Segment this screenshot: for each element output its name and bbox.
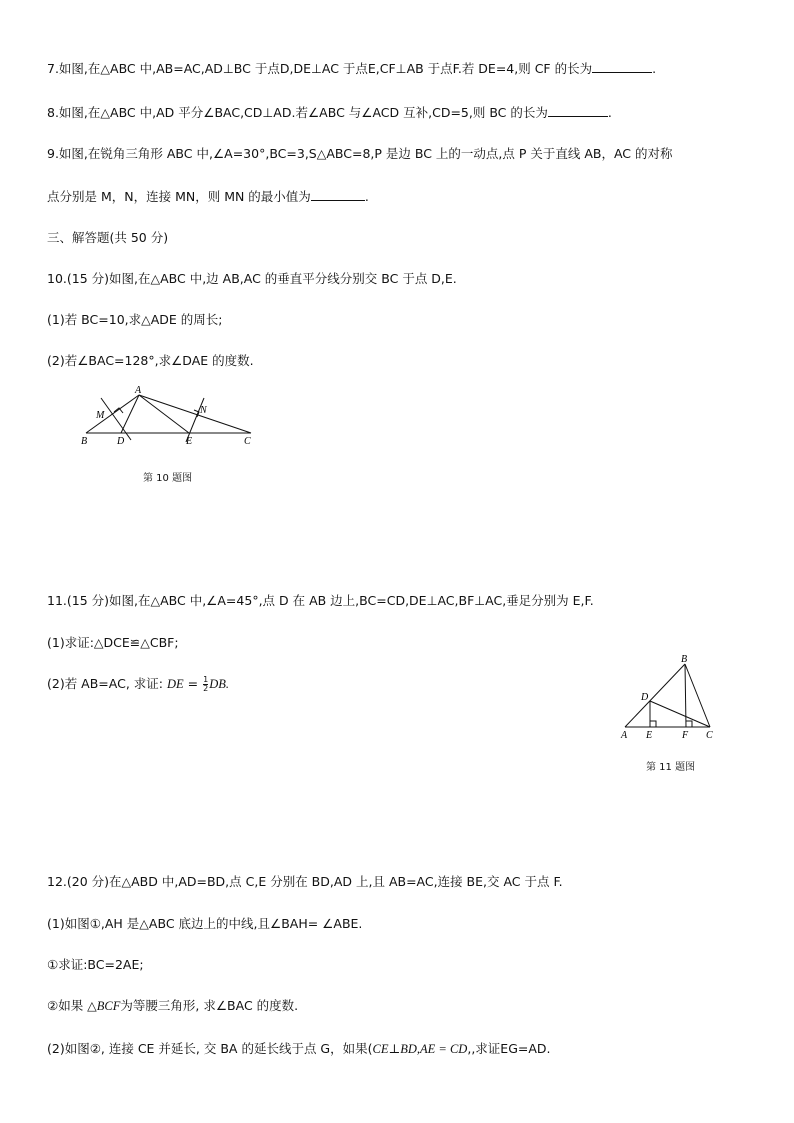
right-angle-mark-f (686, 721, 692, 727)
section-heading: 三、解答题(共 50 分) (47, 230, 169, 245)
label-e: E (186, 436, 193, 447)
answer-blank[interactable] (592, 60, 652, 73)
question-7-text: 7.如图,在△ABC 中,AB=AC,AD⊥BC 于点D,DE⊥AC 于点E,CF⊥AB 于点F.若 DE=4,则 CF 的长为 (47, 61, 593, 76)
question-12-stem: 12.(20 分)在△ABD 中,AD=BD,点 C,E 分别在 BD,AD 上,且 AB=AC,连接 BE,交 AC 于点 F. (47, 874, 563, 889)
fraction-one-half: $\frac{1}{2}$ (203, 675, 209, 693)
question-9-line-2: 点分别是 M，N，连接 MN，则 MN 的最小值为 . (47, 189, 369, 204)
figure-10 (76, 380, 266, 450)
question-11-stem: 11.(15 分)如图,在△ABC 中,∠A=45°,点 D 在 AB 边上,BC=CD,DE⊥AC,BF⊥AC,垂足分别为 E,F. (47, 593, 594, 608)
label-n: N (200, 405, 207, 416)
answer-blank[interactable] (548, 104, 608, 117)
label-b: B (81, 436, 88, 447)
question-12-part-2: (2)如图②, 连接 CE 并延长, 交 BA 的延长线于点 G，如果(CE⊥BD,AE = CD,,求证EG=AD. (47, 1041, 551, 1056)
question-10-part-1: (1)若 BC=10,求△ADE 的周长; (47, 312, 223, 327)
label-a: A (621, 730, 628, 741)
figure-11 (616, 650, 722, 742)
label-e: E (646, 730, 653, 741)
question-7: 7.如图,在△ABC 中,AB=AC,AD⊥BC 于点D,DE⊥AC 于点E,CF⊥AB 于点F.若 DE=4,则 CF 的长为 . (47, 61, 657, 76)
label-d: D (641, 692, 649, 703)
question-9-line-1: 9.如图,在锐角三角形 ABC 中,∠A=30°,BC=3,S△ABC=8,P 是边 BC 上的一动点,点 P 关于直线 AB，AC 的对称 (47, 146, 673, 161)
question-12-part-1: (1)如图①,AH 是△ABC 底边上的中线,且∠BAH= ∠ABE. (47, 916, 363, 931)
answer-blank[interactable] (311, 188, 365, 201)
question-10-stem: 10.(15 分)如图,在△ABC 中,边 AB,AC 的垂直平分线分别交 BC 于点 D,E. (47, 271, 457, 286)
label-c: C (244, 436, 251, 447)
label-m: M (96, 410, 105, 421)
question-8-text: 8.如图,在△ABC 中,AD 平分∠BAC,CD⊥AD.若∠ABC 与∠ACD 互补,CD=5,则 BC 的长为 (47, 105, 548, 120)
segment-bf (685, 664, 686, 727)
segment-ad (121, 395, 139, 433)
question-10-part-2: (2)若∠BAC=128°,求∠DAE 的度数. (47, 353, 254, 368)
segment-ae (139, 395, 189, 433)
label-f: F (682, 730, 689, 741)
question-11-part-1: (1)求证:△DCE≌△CBF; (47, 635, 179, 650)
question-12-part-1b: ②如果 △BCF为等腰三角形, 求∠BAC 的度数. (47, 998, 299, 1013)
label-c: C (706, 730, 713, 741)
label-d: D (117, 436, 125, 447)
segment-ac (139, 395, 251, 433)
figure-11-caption: 第 11 题图 (646, 762, 696, 773)
question-8: 8.如图,在△ABC 中,AD 平分∠BAC,CD⊥AD.若∠ABC 与∠ACD 互补,CD=5,则 BC 的长为 . (47, 105, 612, 120)
label-b: B (681, 654, 688, 665)
question-12-part-1a: ①求证:BC=2AE; (47, 957, 144, 972)
label-a: A (135, 385, 142, 396)
right-angle-mark-e (650, 721, 656, 727)
figure-10-caption: 第 10 题图 (143, 473, 193, 484)
segment-ab (625, 664, 685, 727)
question-11-part-2: (2)若 AB=AC, 求证: DE = $\frac{1}{2}$ DB. (47, 675, 229, 693)
